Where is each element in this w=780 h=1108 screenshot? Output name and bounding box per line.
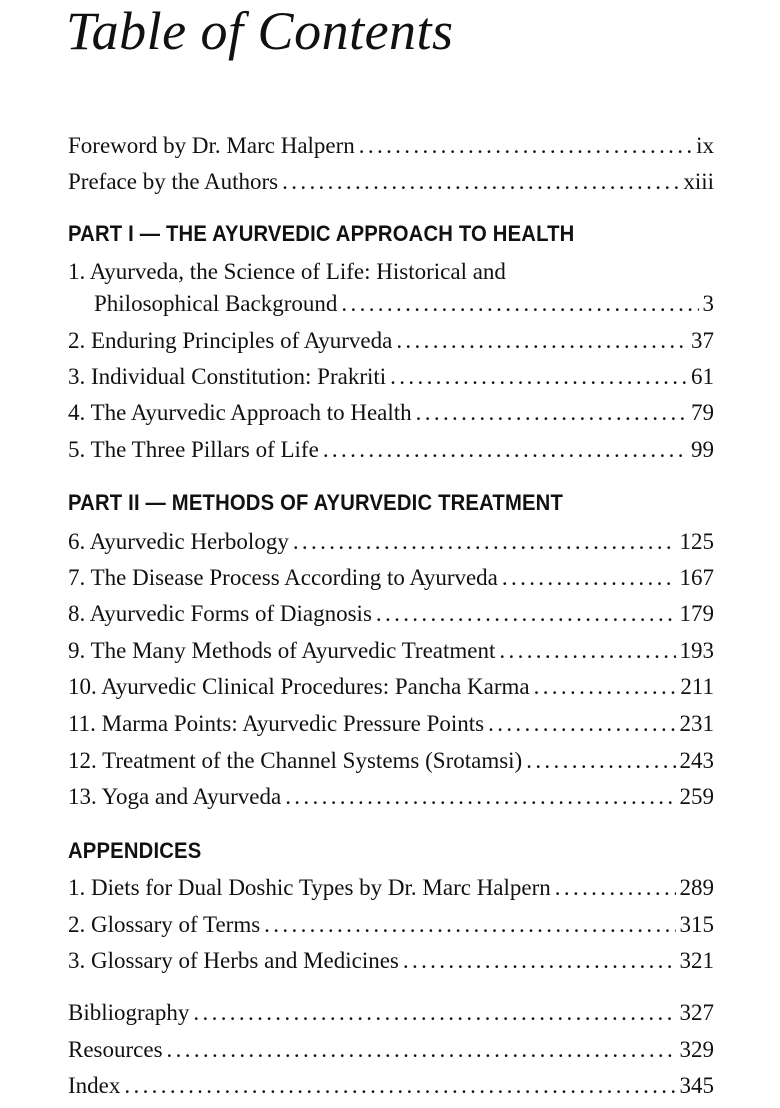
entry-label: 3. Individual Constitution: Prakriti (68, 364, 387, 389)
dot-leader (193, 998, 675, 1028)
dot-leader (285, 782, 675, 812)
dot-leader (282, 167, 679, 197)
entry-page: 315 (679, 912, 714, 937)
entry-label: 11. Marma Points: Ayurvedic Pressure Points (68, 711, 485, 736)
entry-page: 329 (679, 1037, 714, 1062)
toc-entry-chapter-6[interactable] (68, 527, 714, 557)
dot-leader (390, 362, 687, 392)
dot-leader (376, 599, 676, 629)
toc-entry-chapter-8[interactable] (68, 599, 714, 629)
toc-entry-bibliography[interactable] (68, 998, 714, 1028)
entry-page: 321 (679, 948, 714, 973)
toc-entry-foreword[interactable] (68, 131, 714, 161)
toc-entry-chapter-9[interactable] (68, 636, 714, 666)
dot-leader (403, 946, 676, 976)
toc-entry-chapter-12[interactable] (68, 746, 714, 776)
entry-label: 10. Ayurvedic Clinical Procedures: Pancha Karma (68, 674, 530, 699)
entry-label: 2. Glossary of Terms (68, 912, 261, 937)
toc-entry-chapter-1-line1[interactable]: 1. Ayurveda, the Science of Life: Historical and (68, 259, 506, 284)
entry-page: 243 (679, 748, 714, 773)
entry-label: 8. Ayurvedic Forms of Diagnosis (68, 601, 372, 626)
entry-page: 193 (679, 638, 714, 663)
entry-page: xiii (683, 169, 714, 194)
entry-label: 5. The Three Pillars of Life (68, 437, 319, 462)
appendices-heading: APPENDICES (68, 838, 202, 863)
part-1-heading: PART I — THE AYURVEDIC APPROACH TO HEALTH (68, 221, 575, 246)
entry-page: 167 (679, 565, 714, 590)
toc-entry-chapter-7[interactable] (68, 563, 714, 593)
toc-entry-chapter-4[interactable] (68, 398, 714, 428)
toc-entry-appendix-1[interactable] (68, 873, 714, 903)
entry-page: 259 (679, 784, 714, 809)
entry-label: 3. Glossary of Herbs and Medicines (68, 948, 399, 973)
dot-leader (323, 435, 687, 465)
toc-entry-chapter-13[interactable] (68, 782, 714, 812)
toc-entry-appendix-2[interactable] (68, 910, 714, 940)
toc-entry-index[interactable] (68, 1071, 714, 1101)
toc-entry-chapter-10[interactable] (68, 672, 714, 702)
entry-page: 327 (679, 1000, 714, 1025)
toc-entry-preface[interactable] (68, 167, 714, 197)
dot-leader (341, 289, 698, 319)
dot-leader (359, 131, 692, 161)
toc-entry-chapter-2[interactable] (68, 326, 714, 356)
entry-label: 12. Treatment of the Channel Systems (Srotamsi) (68, 748, 523, 773)
dot-leader (534, 672, 677, 702)
entry-label: 1. Diets for Dual Doshic Types by Dr. Marc Halpern (68, 875, 551, 900)
entry-label: 13. Yoga and Ayurveda (68, 784, 282, 809)
entry-page: 179 (679, 601, 714, 626)
dot-leader (488, 709, 675, 739)
entry-label: Resources (68, 1037, 163, 1062)
dot-leader (293, 527, 676, 557)
dot-leader (502, 563, 676, 593)
entry-label: Foreword by Dr. Marc Halpern (68, 133, 355, 158)
entry-page: 37 (691, 328, 714, 353)
entry-page: 99 (691, 437, 714, 462)
dot-leader (416, 398, 687, 428)
dot-leader (499, 636, 675, 666)
entry-page: 345 (679, 1073, 714, 1098)
entry-page: 231 (679, 711, 714, 736)
toc-entry-resources[interactable] (68, 1035, 714, 1065)
entry-label: 6. Ayurvedic Herbology (68, 529, 289, 554)
toc-entry-chapter-11[interactable] (68, 709, 714, 739)
dot-leader (124, 1071, 675, 1101)
entry-label: Index (68, 1073, 121, 1098)
entry-page: ix (696, 133, 714, 158)
entry-page: 79 (691, 400, 714, 425)
entry-label: Preface by the Authors (68, 169, 279, 194)
entry-page: 211 (680, 674, 714, 699)
entry-label: Philosophical Background (94, 291, 338, 316)
entry-page: 289 (679, 875, 714, 900)
dot-leader (396, 326, 687, 356)
entry-page: 3 (702, 291, 714, 316)
dot-leader (167, 1035, 676, 1065)
entry-label: Bibliography (68, 1000, 190, 1025)
dot-leader (555, 873, 676, 903)
entry-label: 4. The Ayurvedic Approach to Health (68, 400, 412, 425)
entry-page: 61 (691, 364, 714, 389)
entry-label: 7. The Disease Process According to Ayurveda (68, 565, 498, 590)
entry-page: 125 (679, 529, 714, 554)
toc-entry-appendix-3[interactable] (68, 946, 714, 976)
page-title: Table of Contents (66, 1, 454, 61)
entry-label: 9. The Many Methods of Ayurvedic Treatment (68, 638, 496, 663)
toc-entry-chapter-5[interactable] (68, 435, 714, 465)
part-2-heading: PART II — METHODS OF AYURVEDIC TREATMENT (68, 490, 564, 515)
entry-label: 2. Enduring Principles of Ayurveda (68, 328, 393, 353)
dot-leader (526, 746, 675, 776)
toc-entry-chapter-3[interactable] (68, 362, 714, 392)
dot-leader (264, 910, 675, 940)
toc-entry-chapter-1[interactable] (94, 289, 714, 319)
